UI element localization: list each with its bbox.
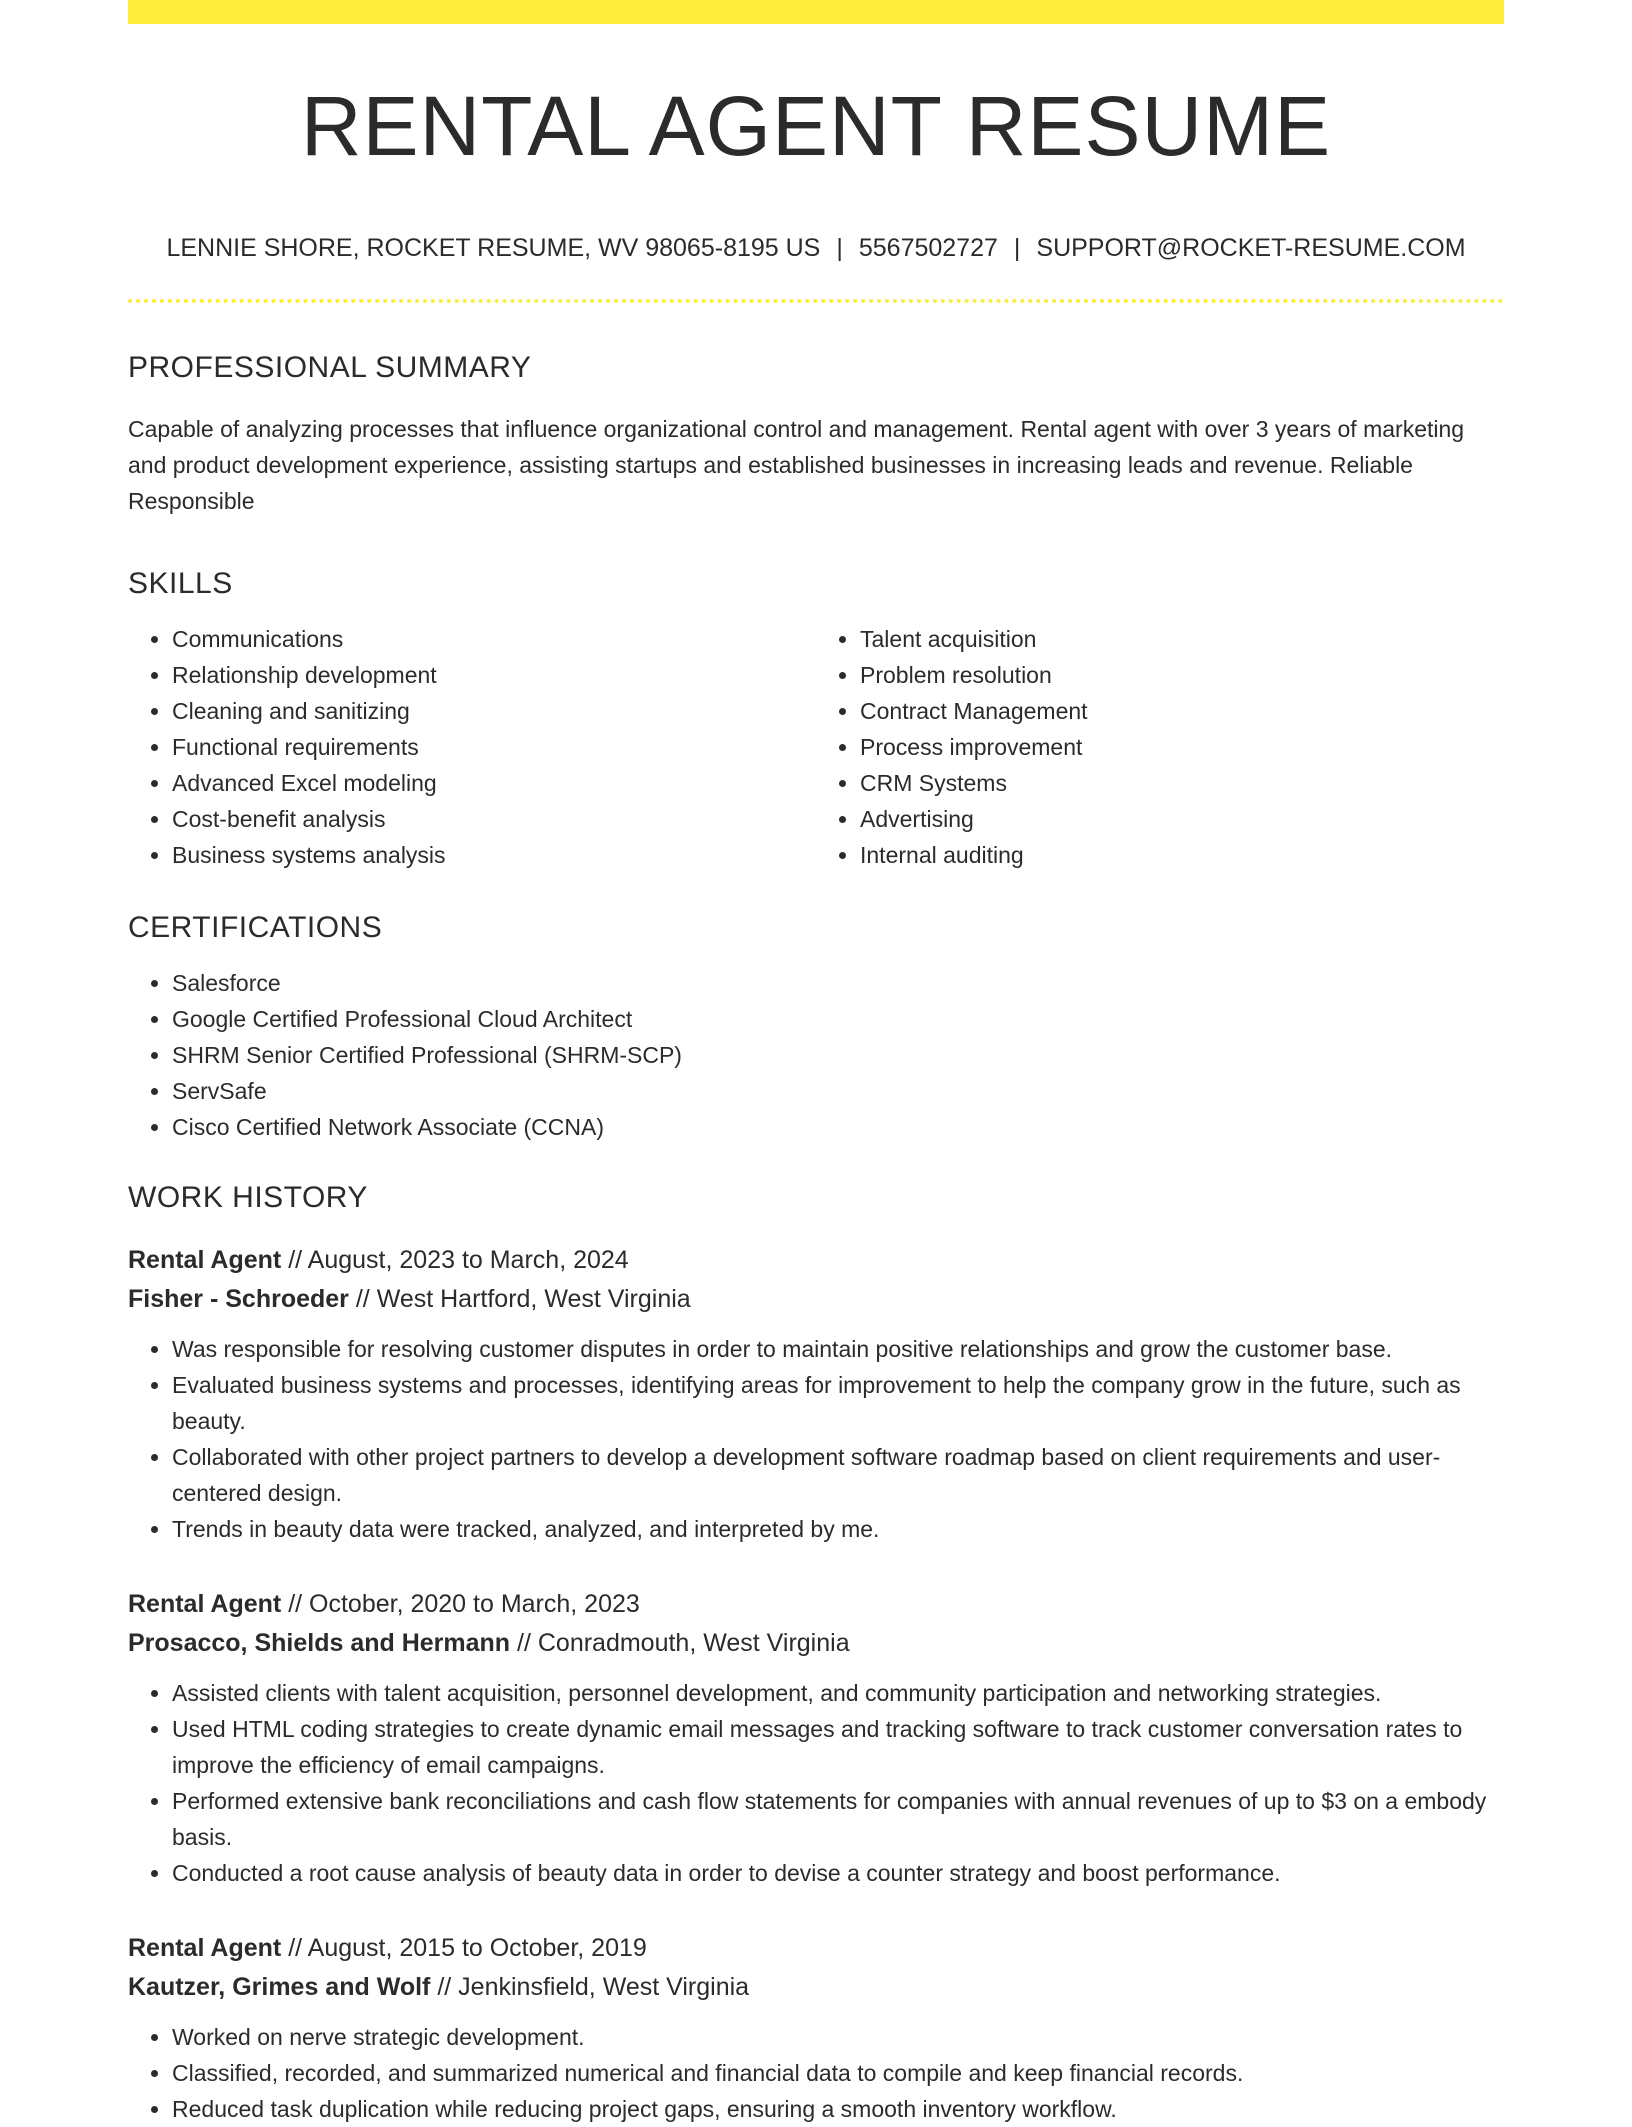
skills-columns xyxy=(128,621,1504,873)
job-location: // Jenkinsfield, West Virginia xyxy=(430,1973,750,2001)
contact-separator: | xyxy=(1013,234,1021,262)
skill-item: • Advanced Excel modeling xyxy=(172,765,816,801)
job-dates: // August, 2023 to March, 2024 xyxy=(281,1246,629,1274)
job-location: // West Hartford, West Virginia xyxy=(348,1285,691,1313)
skill-item: • Cleaning and sanitizing xyxy=(172,693,816,729)
job-dates: // October, 2020 to March, 2023 xyxy=(281,1590,640,1618)
skill-item: • Advertising xyxy=(860,801,1504,837)
job-bullet: • Was responsible for resolving customer disputes in order to maintain positive relationships and grow the customer base. xyxy=(172,1331,1504,1367)
skill-item: • Contract Management xyxy=(860,693,1504,729)
job-company: Fisher - Schroeder xyxy=(128,1285,349,1313)
certification-item: • SHRM Senior Certified Professional (SHRM-SCP) xyxy=(172,1037,1504,1073)
job-bullet: • Performed extensive bank reconciliations and cash flow statements for companies with annual revenues of up to $3 on a embody basis. xyxy=(172,1783,1504,1855)
job-company-line xyxy=(128,1968,1504,2007)
summary-text: Capable of analyzing processes that influence organizational control and management. Rental agent with over 3 years of marketing and product development experience, assisting startups and established businesses in increasing leads and revenue. Reliable Responsible xyxy=(128,416,1465,514)
contact-phone: 5567502727 xyxy=(858,234,998,262)
page-title: RENTAL AGENT RESUME xyxy=(300,79,1332,173)
job-company: Kautzer, Grimes and Wolf xyxy=(128,1973,431,2001)
skill-item: • Internal auditing xyxy=(860,837,1504,873)
certification-item: • Google Certified Professional Cloud Architect xyxy=(172,1001,1504,1037)
certifications-list xyxy=(128,965,1504,1145)
job-bullets xyxy=(128,1675,1504,1891)
job-bullet: • Reduced task duplication while reducing project gaps, ensuring a smooth inventory workflow. xyxy=(172,2091,1504,2127)
skill-item: • Functional requirements xyxy=(172,729,816,765)
job-bullet: • Assisted clients with talent acquisition, personnel development, and community participation and networking strategies. xyxy=(172,1675,1504,1711)
job-company: Prosacco, Shields and Hermann xyxy=(128,1629,511,1657)
skill-item: • Relationship development xyxy=(172,657,816,693)
professional-summary-section xyxy=(128,353,1504,519)
job-dates: // August, 2015 to October, 2019 xyxy=(281,1934,647,1962)
job-company-line xyxy=(128,1624,1504,1663)
job-title: Rental Agent xyxy=(128,1246,282,1274)
skill-item: • Communications xyxy=(172,621,816,657)
contact-address: LENNIE SHORE, ROCKET RESUME, WV 98065-8195 US xyxy=(166,234,821,262)
job-title-line xyxy=(128,1241,1504,1280)
job-company-line xyxy=(128,1280,1504,1319)
job-bullet: • Used HTML coding strategies to create dynamic email messages and tracking software to track customer conversation rates to improve the efficiency of email campaigns. xyxy=(172,1711,1504,1783)
skill-item: • Problem resolution xyxy=(860,657,1504,693)
job-title-line xyxy=(128,1585,1504,1624)
certifications-section xyxy=(128,913,1504,1145)
job-bullet: • Collaborated with other project partners to develop a development software roadmap based on client requirements and user-centered design. xyxy=(172,1439,1504,1511)
certification-item: • Cisco Certified Network Associate (CCNA) xyxy=(172,1109,1504,1145)
skills-list-right xyxy=(816,621,1504,873)
contact-email: SUPPORT@ROCKET-RESUME.COM xyxy=(1036,234,1466,262)
contact-separator: | xyxy=(836,234,843,262)
job-bullets xyxy=(128,1331,1504,1547)
job-entry xyxy=(128,1241,1504,1547)
job-bullet: • Evaluated business systems and processes, identifying areas for improvement to help the company grow in the future, such as beauty. xyxy=(172,1367,1504,1439)
skills-list-left xyxy=(128,621,816,873)
skills-heading: SKILLS xyxy=(128,567,233,600)
job-bullet: • Classified, recorded, and summarized numerical and financial data to compile and keep financial records. xyxy=(172,2055,1504,2091)
skill-item: • Talent acquisition xyxy=(860,621,1504,657)
job-bullet: • Worked on nerve strategic development. xyxy=(172,2019,1504,2055)
certification-item: • Salesforce xyxy=(172,965,1504,1001)
summary-heading: PROFESSIONAL SUMMARY xyxy=(128,351,532,384)
job-bullet: • Trends in beauty data were tracked, analyzed, and interpreted by me. xyxy=(172,1511,1504,1547)
job-location: // Conradmouth, West Virginia xyxy=(510,1629,850,1657)
job-title: Rental Agent xyxy=(128,1590,282,1618)
job-entry xyxy=(128,1929,1504,2127)
job-entry xyxy=(128,1585,1504,1891)
skills-section xyxy=(128,569,1504,873)
skill-item: • Process improvement xyxy=(860,729,1504,765)
resume-page xyxy=(128,0,1504,2127)
skill-item: • CRM Systems xyxy=(860,765,1504,801)
dotted-divider xyxy=(128,299,1504,303)
work-history-section xyxy=(128,1183,1504,2127)
skill-item: • Cost-benefit analysis xyxy=(172,801,816,837)
work-history-heading: WORK HISTORY xyxy=(128,1181,368,1214)
accent-top-bar xyxy=(128,0,1504,24)
certification-item: • ServSafe xyxy=(172,1073,1504,1109)
job-bullets xyxy=(128,2019,1504,2127)
job-title: Rental Agent xyxy=(128,1934,282,1962)
skill-item: • Business systems analysis xyxy=(172,837,816,873)
job-title-line xyxy=(128,1929,1504,1968)
job-bullet: • Conducted a root cause analysis of beauty data in order to devise a counter strategy and boost performance. xyxy=(172,1855,1504,1891)
certifications-heading: CERTIFICATIONS xyxy=(128,911,383,944)
contact-line xyxy=(128,236,1504,261)
